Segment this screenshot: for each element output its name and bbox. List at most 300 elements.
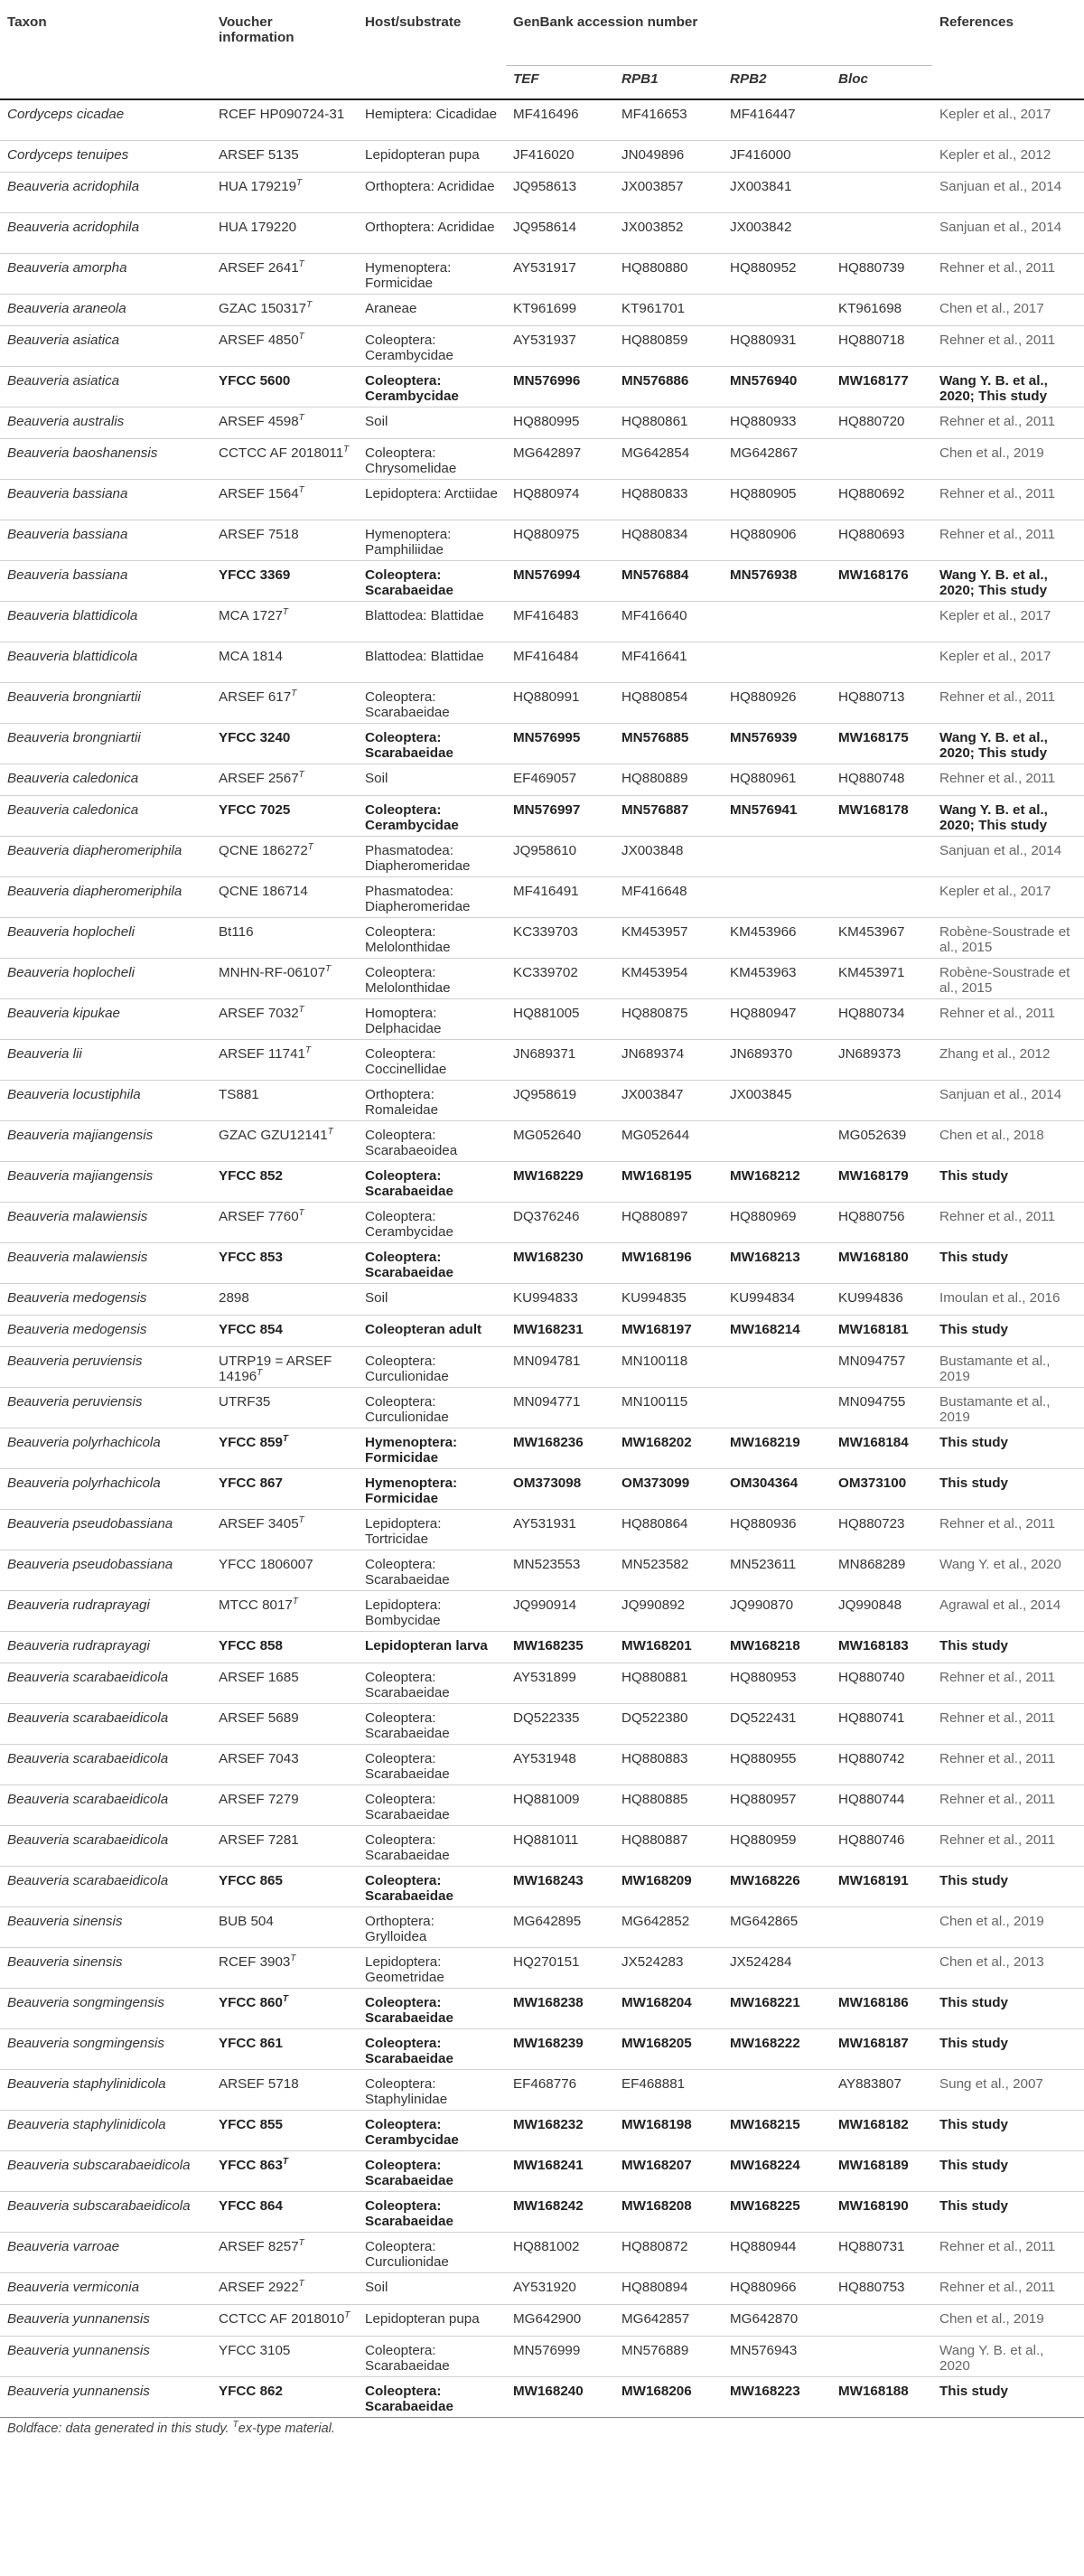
tef-cell-text: HQ880974 xyxy=(513,485,580,501)
voucher-cell xyxy=(211,642,358,682)
bloc-cell xyxy=(831,1703,932,1744)
rpb1-cell xyxy=(614,1866,723,1906)
tef-cell xyxy=(506,1242,614,1283)
host-cell xyxy=(358,682,506,723)
rpb1-cell xyxy=(614,876,723,917)
host-cell xyxy=(358,1550,506,1590)
ex-type-mark: T xyxy=(292,1596,298,1606)
host-cell-text: Coleoptera: Melolonthidae xyxy=(365,964,451,996)
host-cell xyxy=(358,2191,506,2232)
rpb2-cell xyxy=(723,99,831,140)
taxon-cell-text: Beauveria asiatica xyxy=(7,332,120,348)
host-cell-text: Coleoptera: Melolonthidae xyxy=(365,923,451,955)
table-row xyxy=(0,1161,1084,1202)
reference-cell xyxy=(932,1631,1084,1663)
rpb1-cell xyxy=(614,560,723,601)
rpb2-cell-text: MW168221 xyxy=(730,1994,800,2010)
voucher-cell xyxy=(211,1631,358,1663)
bloc-cell-text: HQ880748 xyxy=(838,770,905,786)
host-cell-text: Coleoptera: Scarabaeidae xyxy=(365,2197,453,2229)
reference-cell-text: Wang Y. B. et al., 2020; This study xyxy=(939,567,1048,598)
rpb1-cell xyxy=(614,682,723,723)
rpb1-cell-text: MN576887 xyxy=(621,801,689,818)
reference-cell-text: Sanjuan et al., 2014 xyxy=(939,219,1062,235)
host-cell xyxy=(358,2069,506,2110)
rpb2-cell xyxy=(723,958,831,998)
voucher-cell-text: YFCC 3105 xyxy=(219,2342,291,2358)
table-row xyxy=(0,1283,1084,1315)
taxon-cell-text: Cordyceps tenuipes xyxy=(7,146,129,163)
bloc-cell xyxy=(831,1080,932,1120)
taxon-cell-text: Beauveria sinensis xyxy=(7,1913,123,1929)
rpb2-cell-text: JN689370 xyxy=(730,1045,793,1062)
taxon-cell xyxy=(0,325,211,366)
taxon-cell-text: Beauveria blattidicola xyxy=(7,607,138,623)
bloc-cell-text: HQ880718 xyxy=(838,332,905,348)
reference-cell xyxy=(932,140,1084,172)
voucher-cell-text: YFCC 1806007 xyxy=(219,1556,313,1572)
bloc-cell-text: OM373100 xyxy=(838,1475,907,1491)
taxon-cell-text: Beauveria peruviensis xyxy=(7,1393,143,1410)
rpb2-cell xyxy=(723,294,831,325)
tef-cell xyxy=(506,1590,614,1631)
tef-cell-text: EF469057 xyxy=(513,770,577,786)
table-row xyxy=(0,1346,1084,1387)
taxon-cell-text: Beauveria brongniartii xyxy=(7,729,141,745)
tef-cell-text: AY531920 xyxy=(513,2279,576,2295)
reference-cell xyxy=(932,1550,1084,1590)
host-cell-text: Lepidopteran pupa xyxy=(365,2310,480,2327)
tef-cell-text: HQ881009 xyxy=(513,1791,580,1807)
voucher-cell xyxy=(211,763,358,795)
taxon-cell-text: Beauveria songmingensis xyxy=(7,1994,164,2010)
rpb2-cell xyxy=(723,212,831,253)
host-cell-text: Coleoptera: Scarabaeidae xyxy=(365,1791,450,1822)
voucher-cell xyxy=(211,1784,358,1825)
table-row xyxy=(0,1202,1084,1242)
rpb1-cell xyxy=(614,763,723,795)
voucher-cell xyxy=(211,1906,358,1947)
host-cell xyxy=(358,1866,506,1906)
bloc-cell xyxy=(831,2304,932,2336)
host-cell xyxy=(358,1784,506,1825)
tef-cell xyxy=(506,479,614,520)
table-row xyxy=(0,325,1084,366)
rpb1-cell-text: MN576886 xyxy=(621,372,689,389)
tef-cell xyxy=(506,642,614,682)
rpb2-cell-text: HQ880944 xyxy=(730,2238,797,2254)
host-cell-text: Phasmatodea: Diapheromeridae xyxy=(365,883,471,914)
tef-cell xyxy=(506,2069,614,2110)
voucher-cell-text: 2898 xyxy=(219,1289,249,1306)
tef-cell-text: JQ958619 xyxy=(513,1086,577,1102)
taxon-cell xyxy=(0,2336,211,2376)
tef-cell xyxy=(506,1202,614,1242)
taxon-cell-text: Beauveria acridophila xyxy=(7,219,140,235)
rpb1-cell xyxy=(614,2110,723,2150)
taxon-cell-text: Beauveria malawiensis xyxy=(7,1208,148,1224)
reference-cell-text: This study xyxy=(939,2116,1008,2132)
reference-cell xyxy=(932,1906,1084,1947)
reference-cell-text: Sanjuan et al., 2014 xyxy=(939,178,1062,194)
rpb2-cell xyxy=(723,1550,831,1590)
taxon-cell xyxy=(0,682,211,723)
ex-type-mark: T xyxy=(298,769,304,780)
taxon-cell xyxy=(0,2376,211,2417)
rpb2-cell xyxy=(723,795,831,836)
table-row xyxy=(0,1509,1084,1550)
header-voucher: Voucher information xyxy=(211,5,358,99)
tef-cell-text: EF468776 xyxy=(513,2075,577,2092)
rpb1-cell-text: KM453954 xyxy=(621,964,688,980)
taxon-cell xyxy=(0,763,211,795)
tef-cell-text: JF416020 xyxy=(513,146,575,163)
taxon-cell xyxy=(0,1744,211,1784)
tef-cell-text: AY531899 xyxy=(513,1669,576,1685)
table-row xyxy=(0,876,1084,917)
rpb2-cell xyxy=(723,560,831,601)
rpb2-cell-text: MN576941 xyxy=(730,801,798,818)
reference-cell xyxy=(932,1387,1084,1428)
host-cell-text: Orthoptera: Acrididae xyxy=(365,178,495,194)
rpb1-cell xyxy=(614,99,723,140)
host-cell-text: Blattodea: Blattidae xyxy=(365,607,484,623)
reference-cell-text: Sanjuan et al., 2014 xyxy=(939,1086,1062,1102)
taxon-cell-text: Beauveria caledonica xyxy=(7,801,139,818)
reference-cell xyxy=(932,2336,1084,2376)
taxon-cell xyxy=(0,1120,211,1161)
tef-cell xyxy=(506,1947,614,1988)
rpb2-cell xyxy=(723,1428,831,1468)
rpb1-cell xyxy=(614,998,723,1039)
host-cell xyxy=(358,2232,506,2272)
reference-cell xyxy=(932,1509,1084,1550)
tef-cell-text: HQ880991 xyxy=(513,688,580,705)
host-cell xyxy=(358,723,506,763)
rpb1-cell xyxy=(614,407,723,438)
voucher-cell-text: ARSEF 7279 xyxy=(219,1791,299,1807)
host-cell xyxy=(358,1315,506,1346)
rpb2-cell-text: MW168214 xyxy=(730,1321,800,1337)
rpb1-cell-text: HQ880883 xyxy=(621,1750,688,1766)
taxon-cell xyxy=(0,1663,211,1703)
rpb1-cell-text: MF416640 xyxy=(621,607,687,623)
bloc-cell xyxy=(831,2336,932,2376)
taxon-cell xyxy=(0,1080,211,1120)
tef-cell-text: HQ881011 xyxy=(513,1831,579,1848)
rpb2-cell-text: HQ880961 xyxy=(730,770,797,786)
voucher-cell xyxy=(211,601,358,642)
reference-cell xyxy=(932,601,1084,642)
rpb1-cell xyxy=(614,1988,723,2028)
table-row xyxy=(0,2376,1084,2417)
host-cell xyxy=(358,2304,506,2336)
taxon-cell xyxy=(0,1242,211,1283)
ex-type-mark: T xyxy=(343,444,350,454)
tef-cell-text: MN094781 xyxy=(513,1353,581,1369)
header-host: Host/substrate xyxy=(358,5,506,99)
taxon-cell xyxy=(0,917,211,958)
table-row xyxy=(0,560,1084,601)
tef-cell-text: MW168238 xyxy=(513,1994,584,2010)
bloc-cell-text: MN094757 xyxy=(838,1353,906,1369)
rpb1-cell xyxy=(614,836,723,876)
taxon-cell xyxy=(0,958,211,998)
rpb2-cell xyxy=(723,438,831,479)
ex-type-mark: T xyxy=(298,258,304,269)
bloc-cell-text: JQ990848 xyxy=(838,1597,902,1613)
rpb2-cell-text: MG642867 xyxy=(730,445,799,461)
host-cell-text: Coleoptera: Cerambycidae xyxy=(365,1208,453,1240)
table-row xyxy=(0,479,1084,520)
host-cell xyxy=(358,366,506,407)
voucher-cell-text: ARSEF 7043 xyxy=(219,1750,299,1766)
voucher-cell xyxy=(211,1080,358,1120)
host-cell-text: Hymenoptera: Pamphiliidae xyxy=(365,526,452,557)
rpb1-cell-text: MW168208 xyxy=(621,2197,692,2214)
tef-cell-text: MN576995 xyxy=(513,729,581,745)
tef-cell xyxy=(506,2028,614,2069)
bloc-cell-text: MW168186 xyxy=(838,1994,909,2010)
host-cell-text: Coleoptera: Coccinellidae xyxy=(365,1045,447,1077)
tef-cell-text: JQ990914 xyxy=(513,1597,577,1613)
taxon-cell xyxy=(0,1346,211,1387)
reference-cell-text: Rehner et al., 2011 xyxy=(939,1791,1056,1807)
bloc-cell xyxy=(831,172,932,212)
tef-cell-text: KT961699 xyxy=(513,300,577,316)
ex-type-mark: T xyxy=(298,1004,304,1015)
header-references: References xyxy=(932,5,1084,99)
reference-cell-text: Rehner et al., 2011 xyxy=(939,332,1056,348)
rpb1-cell xyxy=(614,253,723,294)
bloc-cell-text: HQ880734 xyxy=(838,1005,905,1021)
voucher-cell xyxy=(211,2376,358,2417)
rpb1-cell xyxy=(614,723,723,763)
taxon-cell-text: Beauveria bassiana xyxy=(7,485,128,501)
host-cell xyxy=(358,1120,506,1161)
voucher-cell-text: ARSEF 5135 xyxy=(219,146,299,163)
reference-cell xyxy=(932,1784,1084,1825)
reference-cell xyxy=(932,1825,1084,1866)
rpb2-cell-text: JX003841 xyxy=(730,178,792,194)
tef-cell-text: MW168229 xyxy=(513,1167,584,1184)
bloc-cell-text: HQ880756 xyxy=(838,1208,905,1224)
table-row xyxy=(0,2232,1084,2272)
host-cell xyxy=(358,99,506,140)
voucher-cell xyxy=(211,1161,358,1202)
rpb1-cell xyxy=(614,325,723,366)
taxon-cell xyxy=(0,99,211,140)
reference-cell xyxy=(932,1315,1084,1346)
host-cell-text: Soil xyxy=(365,1289,388,1306)
host-cell xyxy=(358,1283,506,1315)
rpb1-cell xyxy=(614,2304,723,2336)
rpb1-cell-text: HQ880859 xyxy=(621,332,688,348)
tef-cell xyxy=(506,1550,614,1590)
rpb1-cell-text: HQ880834 xyxy=(621,526,688,542)
rpb1-cell-text: MG642854 xyxy=(621,445,690,461)
rpb1-cell-text: MW168207 xyxy=(621,2157,692,2173)
host-cell xyxy=(358,2336,506,2376)
rpb1-cell xyxy=(614,1315,723,1346)
voucher-cell xyxy=(211,723,358,763)
tef-cell xyxy=(506,1663,614,1703)
rpb2-cell-text: JX003845 xyxy=(730,1086,792,1102)
reference-cell-text: Rehner et al., 2011 xyxy=(939,770,1056,786)
taxon-cell xyxy=(0,2232,211,2272)
voucher-cell-text: ARSEF 8257 xyxy=(219,2238,299,2254)
table-row xyxy=(0,1039,1084,1080)
rpb2-cell-text: MF416447 xyxy=(730,107,796,122)
voucher-cell-text: GZAC 150317 xyxy=(219,300,307,316)
voucher-cell-text: MTCC 8017 xyxy=(219,1597,293,1613)
bloc-cell xyxy=(831,140,932,172)
voucher-cell-text: MNHN-RF-06107 xyxy=(219,964,326,980)
voucher-cell xyxy=(211,876,358,917)
voucher-cell-text: YFCC 858 xyxy=(219,1637,283,1653)
rpb2-cell xyxy=(723,1161,831,1202)
taxon-cell xyxy=(0,1468,211,1509)
bloc-cell-text: HQ880740 xyxy=(838,1669,905,1685)
taxon-cell xyxy=(0,723,211,763)
tef-cell-text: AY531948 xyxy=(513,1750,576,1766)
rpb2-cell-text: KM453963 xyxy=(730,964,797,980)
rpb2-cell xyxy=(723,1468,831,1509)
rpb2-cell-text: MG642870 xyxy=(730,2310,799,2327)
reference-cell-text: Chen et al., 2013 xyxy=(939,1953,1044,1970)
rpb2-cell xyxy=(723,1866,831,1906)
table-row xyxy=(0,795,1084,836)
voucher-cell xyxy=(211,438,358,479)
taxon-cell xyxy=(0,1590,211,1631)
voucher-cell-text: YFCC 853 xyxy=(219,1249,283,1265)
rpb1-cell xyxy=(614,1202,723,1242)
bloc-cell-text: KU994836 xyxy=(838,1289,903,1306)
host-cell-text: Coleoptera: Scarabaeidae xyxy=(365,567,453,598)
voucher-cell-text: BUB 504 xyxy=(219,1913,274,1929)
tef-cell xyxy=(506,2150,614,2191)
footnote-text: Boldface: data generated in this study. xyxy=(7,2421,233,2436)
bloc-cell xyxy=(831,1468,932,1509)
reference-cell-text: Agrawal et al., 2014 xyxy=(939,1597,1061,1613)
voucher-cell-text: CCTCC AF 2018011 xyxy=(219,445,344,461)
reference-cell xyxy=(932,2304,1084,2336)
tef-cell-text: MW168232 xyxy=(513,2116,584,2132)
table-body xyxy=(0,99,1084,2417)
host-cell xyxy=(358,795,506,836)
taxon-cell xyxy=(0,836,211,876)
tef-cell xyxy=(506,172,614,212)
taxon-cell xyxy=(0,1988,211,2028)
rpb1-cell-text: MF416653 xyxy=(621,107,687,122)
reference-cell xyxy=(932,1866,1084,1906)
taxon-cell-text: Beauveria staphylinidicola xyxy=(7,2116,166,2132)
host-cell xyxy=(358,1080,506,1120)
rpb2-cell-text: HQ880926 xyxy=(730,688,797,705)
tef-cell-text: MG642895 xyxy=(513,1913,582,1929)
reference-cell-text: This study xyxy=(939,1434,1008,1450)
rpb1-cell xyxy=(614,520,723,560)
rpb2-cell xyxy=(723,1988,831,2028)
reference-cell-text: Rehner et al., 2011 xyxy=(939,1669,1056,1685)
rpb2-cell xyxy=(723,1242,831,1283)
bloc-cell xyxy=(831,1866,932,1906)
bloc-cell-text: HQ880713 xyxy=(838,688,905,705)
table-row xyxy=(0,1906,1084,1947)
reference-cell-text: This study xyxy=(939,1167,1008,1184)
reference-cell-text: Chen et al., 2018 xyxy=(939,1127,1044,1143)
rpb2-cell-text: JF416000 xyxy=(730,146,791,163)
rpb1-cell-text: MN100118 xyxy=(621,1353,688,1369)
tef-cell-text: OM373098 xyxy=(513,1475,582,1491)
tef-cell xyxy=(506,763,614,795)
host-cell-text: Hymenoptera: Formicidae xyxy=(365,259,452,291)
rpb1-cell xyxy=(614,212,723,253)
rpb2-cell-text: HQ880933 xyxy=(730,413,797,429)
taxon-cell xyxy=(0,1947,211,1988)
rpb2-cell-text: MW168213 xyxy=(730,1249,800,1265)
bloc-cell xyxy=(831,1663,932,1703)
host-cell xyxy=(358,1825,506,1866)
rpb2-cell xyxy=(723,1202,831,1242)
reference-cell xyxy=(932,366,1084,407)
reference-cell-text: Zhang et al., 2012 xyxy=(939,1045,1051,1062)
table-row xyxy=(0,1866,1084,1906)
tef-cell xyxy=(506,1387,614,1428)
voucher-cell xyxy=(211,2191,358,2232)
reference-cell xyxy=(932,2232,1084,2272)
host-cell-text: Soil xyxy=(365,413,388,429)
table-row xyxy=(0,253,1084,294)
host-cell xyxy=(358,1663,506,1703)
tef-cell xyxy=(506,958,614,998)
header-genbank: GenBank accession number xyxy=(506,5,932,66)
header-rpb1: RPB1 xyxy=(614,66,723,100)
tef-cell-text: MG052640 xyxy=(513,1127,582,1143)
reference-cell-text: Rehner et al., 2011 xyxy=(939,1005,1056,1021)
host-cell xyxy=(358,1202,506,1242)
bloc-cell xyxy=(831,1509,932,1550)
rpb1-cell-text: MN576889 xyxy=(621,2342,689,2358)
taxon-cell xyxy=(0,294,211,325)
taxon-cell xyxy=(0,1039,211,1080)
table-row xyxy=(0,1590,1084,1631)
bloc-cell-text: MW168175 xyxy=(838,729,909,745)
voucher-cell xyxy=(211,1947,358,1988)
table-row xyxy=(0,723,1084,763)
rpb1-cell xyxy=(614,1744,723,1784)
voucher-cell-text: RCEF 3903 xyxy=(219,1953,291,1970)
host-cell xyxy=(358,1906,506,1947)
bloc-cell-text: MW168180 xyxy=(838,1249,909,1265)
voucher-cell-text: QCNE 186714 xyxy=(219,883,308,899)
rpb1-cell-text: OM373099 xyxy=(621,1475,690,1491)
reference-cell xyxy=(932,1744,1084,1784)
table-row xyxy=(0,1120,1084,1161)
rpb2-cell-text: MW168219 xyxy=(730,1434,800,1450)
reference-cell xyxy=(932,212,1084,253)
rpb2-cell xyxy=(723,2336,831,2376)
reference-cell xyxy=(932,2110,1084,2150)
rpb1-cell-text: JX003848 xyxy=(621,842,684,858)
bloc-cell-text: MW168191 xyxy=(838,1872,909,1888)
table-row xyxy=(0,763,1084,795)
reference-cell-text: Chen et al., 2019 xyxy=(939,2310,1044,2327)
reference-cell xyxy=(932,1120,1084,1161)
rpb2-cell xyxy=(723,2304,831,2336)
voucher-cell-text: YFCC 3369 xyxy=(219,567,291,583)
voucher-cell-text: YFCC 860 xyxy=(219,1994,283,2010)
